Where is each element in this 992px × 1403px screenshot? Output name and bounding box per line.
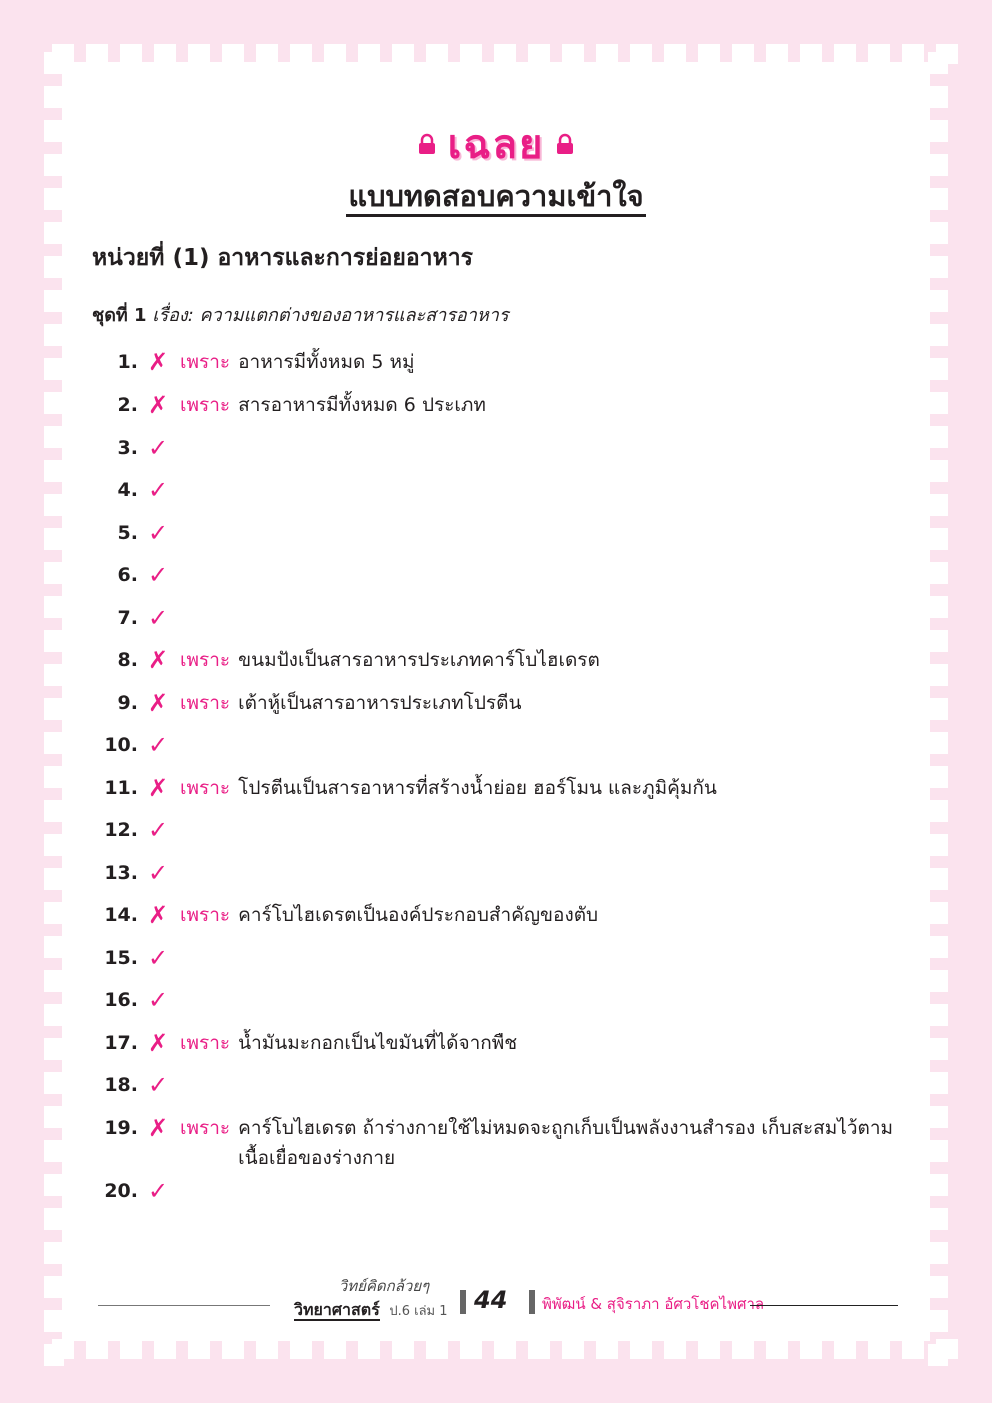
- perforation: [928, 1310, 948, 1332]
- because-label: เพราะ: [180, 777, 231, 799]
- answer-number: 3.: [117, 437, 138, 459]
- answer-number: 20.: [104, 1180, 138, 1202]
- perforation: [834, 44, 856, 64]
- perforation: [928, 970, 948, 992]
- because-label: เพราะ: [180, 394, 231, 416]
- answer-item: [92, 645, 900, 675]
- perforation: [44, 154, 64, 176]
- perforation: [44, 494, 64, 516]
- answer-title: [418, 112, 575, 176]
- perforation: [44, 698, 64, 720]
- check-icon: ✓: [148, 986, 169, 1014]
- perforation: [188, 44, 210, 64]
- answer-number: 16.: [104, 989, 138, 1011]
- perforation: [698, 44, 720, 64]
- perforation: [928, 1208, 948, 1230]
- perforation: [494, 44, 516, 64]
- perforation: [928, 800, 948, 822]
- perforation: [928, 222, 948, 244]
- cross-icon: ✗: [148, 348, 169, 376]
- check-icon: ✓: [148, 1071, 169, 1099]
- perforation: [188, 1339, 210, 1359]
- page-number-bar: [529, 1290, 535, 1314]
- check-icon: ✓: [148, 476, 169, 504]
- answer-item: [92, 943, 900, 973]
- perforation: [732, 1339, 754, 1359]
- perforation: [358, 44, 380, 64]
- perforation: [766, 1339, 788, 1359]
- perforation: [44, 1344, 64, 1366]
- perforation: [928, 630, 948, 652]
- perforation: [928, 52, 948, 74]
- series-name: วิทย์คิดกล้วยๆ: [338, 1277, 430, 1295]
- perforation: [44, 358, 64, 380]
- answer-item: [92, 1113, 900, 1173]
- answer-reason: โปรตีนเป็นสารอาหารที่สร้างน้ำย่อย ฮอร์โมน และภูมิคุ้มกัน: [238, 777, 717, 799]
- perforation: [928, 494, 948, 516]
- perforation: [44, 324, 64, 346]
- perforation: [44, 1242, 64, 1264]
- answer-number: 6.: [117, 564, 138, 586]
- perforation: [290, 1339, 312, 1359]
- perforation: [392, 44, 414, 64]
- answer-reason: เต้าหู้เป็นสารอาหารประเภทโปรตีน: [238, 692, 522, 714]
- perforation: [834, 1339, 856, 1359]
- answer-item: [92, 985, 900, 1015]
- book-title: [294, 1298, 448, 1323]
- perforation: [256, 44, 278, 64]
- perforation: [928, 324, 948, 346]
- perforation: [928, 256, 948, 278]
- answer-item: [92, 475, 900, 505]
- answer-reason: ขนมปังเป็นสารอาหารประเภทคาร์โบไฮเดรต: [238, 649, 600, 671]
- perforation: [928, 1038, 948, 1060]
- perforation: [460, 44, 482, 64]
- perforation: [44, 528, 64, 550]
- perforation: [766, 44, 788, 64]
- answer-item: [92, 1028, 900, 1058]
- cross-icon: ✗: [148, 1029, 169, 1057]
- page-number: 44: [474, 1286, 508, 1314]
- book-grade: ป.6 เล่ม 1: [389, 1304, 448, 1319]
- answer-item: [92, 1176, 900, 1206]
- because-label: เพราะ: [180, 692, 231, 714]
- cross-icon: ✗: [148, 901, 169, 929]
- perforation: [928, 426, 948, 448]
- perforation: [460, 1339, 482, 1359]
- answer-item: [92, 1070, 900, 1100]
- perforation: [44, 256, 64, 278]
- perforation: [44, 868, 64, 890]
- perforation: [44, 120, 64, 142]
- perforation: [44, 1174, 64, 1196]
- perforation: [290, 44, 312, 64]
- book-title-main: วิทยาศาสตร์: [294, 1300, 380, 1319]
- check-icon: ✓: [148, 604, 169, 632]
- answer-number: 9.: [117, 692, 138, 714]
- set-topic: เรื่อง: ความแตกต่างของอาหารและสารอาหาร: [152, 305, 509, 326]
- check-icon: ✓: [148, 519, 169, 547]
- footer-divider: [750, 1305, 898, 1306]
- perforation: [928, 290, 948, 312]
- perforation: [86, 1339, 108, 1359]
- answer-item: [92, 603, 900, 633]
- perforation: [528, 44, 550, 64]
- perforation: [44, 834, 64, 856]
- answer-number: 13.: [104, 862, 138, 884]
- check-icon: ✓: [148, 434, 169, 462]
- perforation: [222, 1339, 244, 1359]
- perforation: [928, 868, 948, 890]
- answer-item: [92, 730, 900, 760]
- perforation: [928, 936, 948, 958]
- perforation: [44, 766, 64, 788]
- answer-number: 15.: [104, 947, 138, 969]
- perforation: [44, 1140, 64, 1162]
- answer-reason: อาหารมีทั้งหมด 5 หมู่: [238, 351, 415, 373]
- perforation: [86, 44, 108, 64]
- perforation: [596, 44, 618, 64]
- perforation: [928, 358, 948, 380]
- perforation: [902, 1339, 924, 1359]
- perforation: [928, 1004, 948, 1026]
- cross-icon: ✗: [148, 774, 169, 802]
- perforation: [928, 732, 948, 754]
- because-label: เพราะ: [180, 1117, 231, 1139]
- perforation: [358, 1339, 380, 1359]
- perforation: [392, 1339, 414, 1359]
- answer-item: [92, 858, 900, 888]
- perforation: [800, 1339, 822, 1359]
- because-label: เพราะ: [180, 1032, 231, 1054]
- perforation: [44, 902, 64, 924]
- perforation: [664, 1339, 686, 1359]
- perforation: [562, 44, 584, 64]
- perforation: [44, 52, 64, 74]
- perforation: [44, 1106, 64, 1128]
- answer-number: 5.: [117, 522, 138, 544]
- perforation: [928, 664, 948, 686]
- perforation: [928, 154, 948, 176]
- perforation: [494, 1339, 516, 1359]
- lock-icon: [556, 133, 574, 155]
- answer-item: [92, 560, 900, 590]
- check-icon: ✓: [148, 944, 169, 972]
- answer-number: 8.: [117, 649, 138, 671]
- because-label: เพราะ: [180, 649, 231, 671]
- check-icon: ✓: [148, 1177, 169, 1205]
- perforation: [44, 1208, 64, 1230]
- cross-icon: ✗: [148, 1114, 169, 1142]
- perforation: [928, 834, 948, 856]
- perforation: [630, 1339, 652, 1359]
- perforation: [800, 44, 822, 64]
- perforation: [256, 1339, 278, 1359]
- perforation: [928, 766, 948, 788]
- answer-title-text: เฉลย: [447, 122, 545, 168]
- perforation: [868, 1339, 890, 1359]
- answer-reason: สารอาหารมีทั้งหมด 6 ประเภท: [238, 394, 486, 416]
- answer-reason: คาร์โบไฮเดรต ถ้าร่างกายใช้ไม่หมดจะถูกเก็บเป็นพลังงานสำรอง เก็บสะสมไว้ตามเนื้อเยื่อของร่างกาย: [238, 1117, 894, 1169]
- answer-item: [92, 518, 900, 548]
- perforation: [44, 86, 64, 108]
- lock-icon: [418, 133, 436, 155]
- answer-item: [92, 815, 900, 845]
- answer-number: 4.: [117, 479, 138, 501]
- perforation: [44, 1038, 64, 1060]
- answer-item: [92, 773, 900, 803]
- page-subtitle: แบบทดสอบความเข้าใจ: [346, 178, 645, 217]
- perforation: [928, 392, 948, 414]
- answer-item: [92, 688, 900, 718]
- perforation: [426, 1339, 448, 1359]
- cross-icon: ✗: [148, 646, 169, 674]
- page-header: [62, 112, 930, 217]
- perforation: [120, 44, 142, 64]
- perforation: [698, 1339, 720, 1359]
- perforation: [44, 1276, 64, 1298]
- answer-number: 19.: [104, 1117, 138, 1139]
- page-footer: [62, 1270, 930, 1330]
- perforation: [44, 222, 64, 244]
- answer-reason: น้ำมันมะกอกเป็นไขมันที่ได้จากพืช: [238, 1032, 518, 1054]
- answer-item: [92, 900, 900, 930]
- check-icon: ✓: [148, 561, 169, 589]
- footer-divider: [98, 1305, 270, 1306]
- check-icon: ✓: [148, 859, 169, 887]
- perforation: [44, 188, 64, 210]
- perforation: [528, 1339, 550, 1359]
- unit-heading: หน่วยที่ (1) อาหารและการย่อยอาหาร: [92, 245, 474, 271]
- perforation: [928, 902, 948, 924]
- perforation: [928, 120, 948, 142]
- perforation: [928, 528, 948, 550]
- answer-number: 1.: [117, 351, 138, 373]
- perforation: [928, 596, 948, 618]
- perforation: [732, 44, 754, 64]
- perforation: [928, 86, 948, 108]
- perforation: [630, 44, 652, 64]
- perforation: [928, 1174, 948, 1196]
- perforation: [44, 800, 64, 822]
- perforation: [928, 1140, 948, 1162]
- perforation: [44, 290, 64, 312]
- perforation: [44, 392, 64, 414]
- answer-number: 11.: [104, 777, 138, 799]
- perforation: [868, 44, 890, 64]
- perforation: [44, 732, 64, 754]
- perforation: [44, 426, 64, 448]
- perforation: [928, 1276, 948, 1298]
- perforation: [902, 44, 924, 64]
- set-label: ชุดที่ 1: [92, 305, 147, 326]
- answer-number: 12.: [104, 819, 138, 841]
- perforation: [44, 596, 64, 618]
- answer-number: 2.: [117, 394, 138, 416]
- perforation: [928, 460, 948, 482]
- perforation: [928, 1072, 948, 1094]
- answer-item: [92, 390, 900, 420]
- answer-number: 17.: [104, 1032, 138, 1054]
- perforation: [562, 1339, 584, 1359]
- check-icon: ✓: [148, 731, 169, 759]
- answer-item: [92, 347, 900, 377]
- perforation: [44, 1072, 64, 1094]
- set-heading: [92, 300, 508, 329]
- cross-icon: ✗: [148, 689, 169, 717]
- answer-page: [62, 62, 930, 1341]
- cross-icon: ✗: [148, 391, 169, 419]
- perforation: [44, 970, 64, 992]
- perforation: [44, 630, 64, 652]
- answer-reason: คาร์โบไฮเดรตเป็นองค์ประกอบสำคัญของตับ: [238, 904, 599, 926]
- perforation: [222, 44, 244, 64]
- check-icon: ✓: [148, 816, 169, 844]
- perforation: [154, 1339, 176, 1359]
- perforation: [928, 188, 948, 210]
- perforation: [928, 698, 948, 720]
- perforation: [120, 1339, 142, 1359]
- perforation: [44, 1004, 64, 1026]
- perforation: [44, 664, 64, 686]
- perforation: [44, 936, 64, 958]
- perforation: [928, 1344, 948, 1366]
- authors: พิพัฒน์ & สุจิราภา อัศวโชคไพศาล: [542, 1295, 765, 1313]
- perforation: [44, 562, 64, 584]
- because-label: เพราะ: [180, 351, 231, 373]
- page-number-bar: [460, 1290, 466, 1314]
- perforation: [154, 44, 176, 64]
- answer-number: 10.: [104, 734, 138, 756]
- perforation: [426, 44, 448, 64]
- perforation: [664, 44, 686, 64]
- perforation: [324, 44, 346, 64]
- perforation: [928, 1106, 948, 1128]
- perforation: [928, 1242, 948, 1264]
- answer-item: [92, 433, 900, 463]
- answer-number: 18.: [104, 1074, 138, 1096]
- answer-number: 7.: [117, 607, 138, 629]
- because-label: เพราะ: [180, 904, 231, 926]
- perforation: [324, 1339, 346, 1359]
- answer-number: 14.: [104, 904, 138, 926]
- perforation: [928, 562, 948, 584]
- perforation: [44, 1310, 64, 1332]
- perforation: [596, 1339, 618, 1359]
- perforation: [44, 460, 64, 482]
